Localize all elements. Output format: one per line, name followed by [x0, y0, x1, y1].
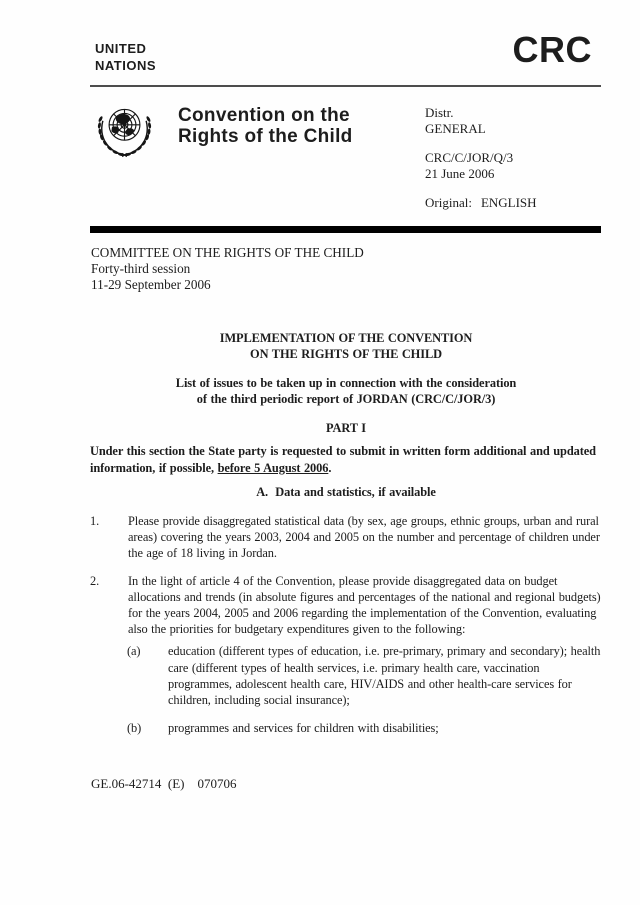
subitem-b [90, 720, 602, 736]
doc-symbol: CRC [512, 29, 592, 70]
intro-deadline-underlined: before 5 August 2006 [217, 460, 329, 475]
intro-text-after: . [328, 460, 332, 475]
numbered-item-1 [90, 513, 602, 561]
separator-bar [90, 226, 601, 233]
numbered-item-2 [90, 573, 602, 637]
session-dates: 11-29 September 2006 [91, 277, 211, 292]
item-2-text: In the light of article 4 of the Convention, please provide disaggregated data on budget allocations and trends (in absolute figures and percentages of the national and regional budgets) for the years 2004, 2005 and 2006 regarding the implementation of the Convention, evaluating also the priorities for budgetary expenditures given to the following: [128, 574, 601, 637]
original-label: Original: [425, 195, 472, 210]
intro-text-before: Under this section the State party is requested to submit in written form additional and updated information, if possible, [90, 444, 596, 475]
original-value: ENGLISH [480, 195, 537, 210]
doc-reference-footer: GE.06-42714 (E) 070706 [91, 776, 237, 791]
org-line2: NATIONS [95, 57, 157, 73]
subitem-a-label: (a) [127, 644, 141, 659]
part-heading: PART I [325, 421, 367, 436]
subtitle-line1: List of issues to be taken up in connection with the consideration [175, 376, 517, 391]
item-1-number: 1. [90, 513, 100, 528]
un-emblem-icon [96, 102, 153, 159]
document-body [90, 330, 602, 736]
un-org-name [95, 41, 156, 74]
distr-value: GENERAL [425, 120, 486, 136]
session-block [91, 245, 364, 293]
item-2-number: 2. [90, 574, 100, 589]
main-title-line2: ON THE RIGHTS OF THE CHILD [250, 347, 442, 362]
item-1-text: Please provide disaggregated statistical data (by sex, age groups, ethnic groups, urban and rural areas) covering the years 2003, 2004 and 2005 on the number and percentage of children under the age of 18 living in Jordan. [128, 513, 600, 560]
committee-name: COMMITTEE ON THE RIGHTS OF THE CHILD [91, 245, 364, 260]
original-language-line [425, 195, 537, 211]
doc-date: 21 June 2006 [425, 165, 495, 181]
subitem-a [90, 643, 602, 707]
section-a-heading: A. Data and statistics, if available [256, 484, 436, 499]
main-title [90, 330, 602, 362]
session-name: Forty-third session [91, 261, 191, 276]
subitem-b-text: programmes and services for children with disabilities; [168, 720, 439, 735]
convention-title-line1: Convention on the [178, 105, 350, 126]
subitem-a-text: education (different types of education, i.e. pre-primary, primary and secondary); health care (different types of health services, i.e. primary health care, vaccination programmes, adolescent health care, HIV/AIDS and other health-care services for children, including social insurance); [168, 644, 601, 707]
convention-title [178, 106, 353, 147]
spacer [425, 136, 537, 150]
convention-title-line2: Rights of the Child [178, 125, 353, 147]
subitem-b-label: (b) [127, 720, 142, 735]
intro-paragraph [90, 443, 602, 475]
subtitle-line2: of the third periodic report of JORDAN (CRC/C/JOR/3) [196, 392, 496, 407]
header-rule [90, 85, 601, 87]
document-subtitle [90, 375, 602, 407]
spacer [425, 181, 537, 195]
doc-reference: CRC/C/JOR/Q/3 [425, 150, 514, 165]
distribution-block [425, 105, 537, 211]
org-line1: UNITED [95, 41, 147, 56]
main-title-line1: IMPLEMENTATION OF THE CONVENTION [219, 331, 473, 345]
distr-label: Distr. [425, 105, 454, 120]
